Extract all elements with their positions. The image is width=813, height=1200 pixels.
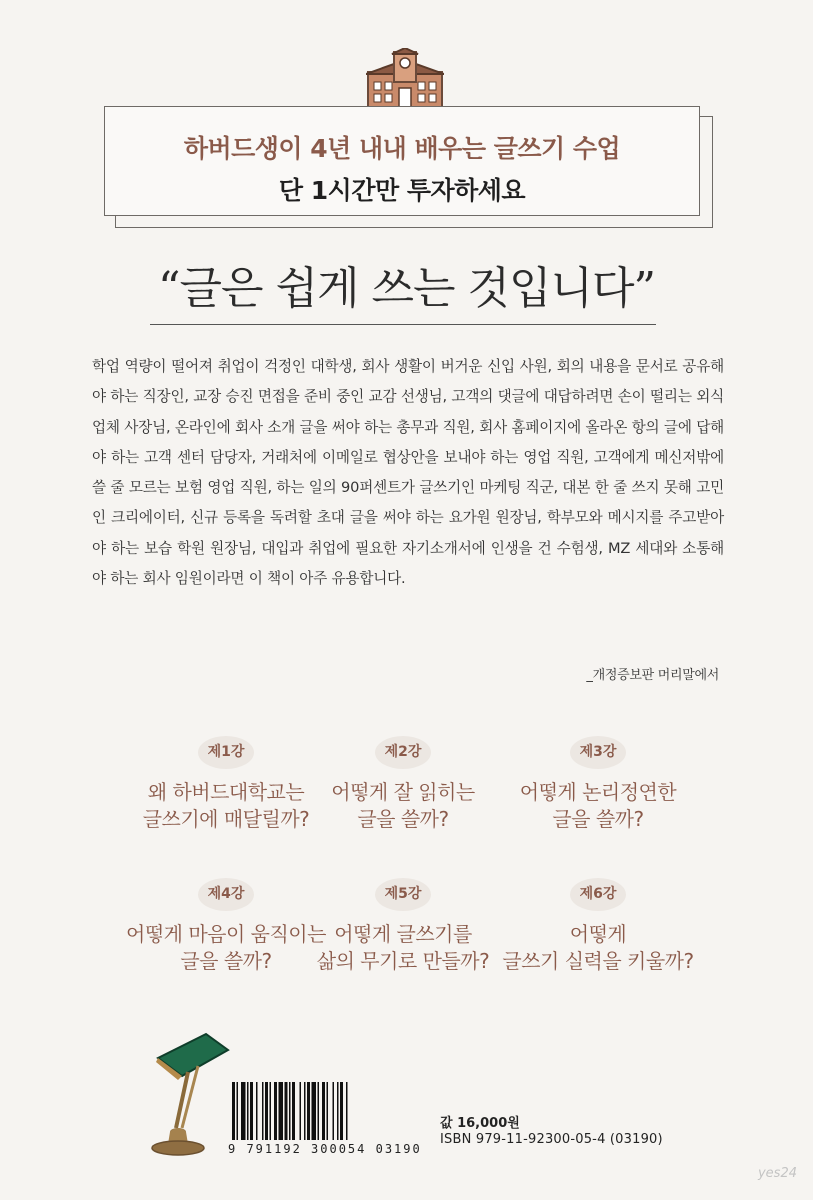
banner-line-1: 하버드생이 4년 내내 배우는 글쓰기 수업: [183, 134, 621, 163]
lecture-title: 왜 하버드대학교는 글쓰기에 매달릴까?: [142, 780, 310, 831]
lecture-title: 어떻게 글쓰기를 삶의 무기로 만들까?: [316, 922, 490, 973]
barcode: [228, 1082, 428, 1172]
school-building-icon: [366, 48, 444, 110]
isbn: ISBN 979-11-92300-05-4 (03190): [440, 1132, 663, 1147]
lecture-badge: 제2강: [375, 736, 431, 769]
lecture-badge: 제6강: [570, 878, 626, 911]
attribution: _개정증보판 머리말에서: [586, 668, 719, 683]
barcode-bars: [228, 1082, 428, 1140]
main-quote: “글은 쉽게 쓰는 것입니다”: [158, 263, 655, 314]
lecture-title: 어떻게 잘 읽히는 글을 쓸까?: [331, 780, 475, 831]
lecture-title: 어떻게 논리정연한 글을 쓸까?: [519, 780, 677, 831]
lecture-badge: 제5강: [375, 878, 431, 911]
lecture-title: 어떻게 마음이 움직이는 글을 쓸까?: [126, 922, 326, 973]
description-paragraph: 학업 역량이 떨어져 취업이 걱정인 대학생, 회사 생활이 버거운 신입 사원, 회의 내용을 문서로 공유해야 하는 직장인, 교장 승진 면접을 준비 중인 교감 선생님, 고객의 댓글에 대답하려면 손이 떨리는 외식업체 사장님, 온라인에 회사 소개 글을 써야 하는 총무과 직원, 회사 홈페이지에 올라온 항의 글에 답해야 하는 고객 센터 담당자, 거래처에 이메일로 협상안을 보내야 하는 영업 직원, 고객에게 메신저밖에 쓸 줄 모르는 보험 영업 직원, 하는 일의 90퍼센트가 글쓰기인 마케팅 직군, 대본 한 줄 쓰지 못해 고민인 크리에이터, 신규 등록을 독려할 초대 글을 써야 하는 요가원 원장님, 학부모와 메시지를 주고받아야 하는 보습 학원 원장님, 대입과 취업에 필요한 자기소개서에 인생을 건 수험생, MZ 세대와 소통해야 하는 회사 임원이라면 이 책이 아주 유용합니다.: [92, 358, 724, 588]
banner-line-2: 단 1시간만 투자하세요: [278, 176, 526, 205]
lecture-title: 어떻게 글쓰기 실력을 키울까?: [502, 922, 694, 973]
desk-lamp-icon: [148, 1028, 240, 1158]
quote-underline: [150, 324, 656, 325]
lecture-badge: 제4강: [198, 878, 254, 911]
lecture-6: [478, 878, 718, 975]
barcode-number: 9 791192 300054 03190: [228, 1142, 422, 1156]
headline-banner: [104, 106, 700, 216]
lecture-badge: 제3강: [570, 736, 626, 769]
watermark: yes24: [757, 1166, 797, 1181]
lecture-badge: 제1강: [198, 736, 254, 769]
lecture-3: [478, 736, 718, 833]
price: 값 16,000원: [440, 1116, 520, 1131]
